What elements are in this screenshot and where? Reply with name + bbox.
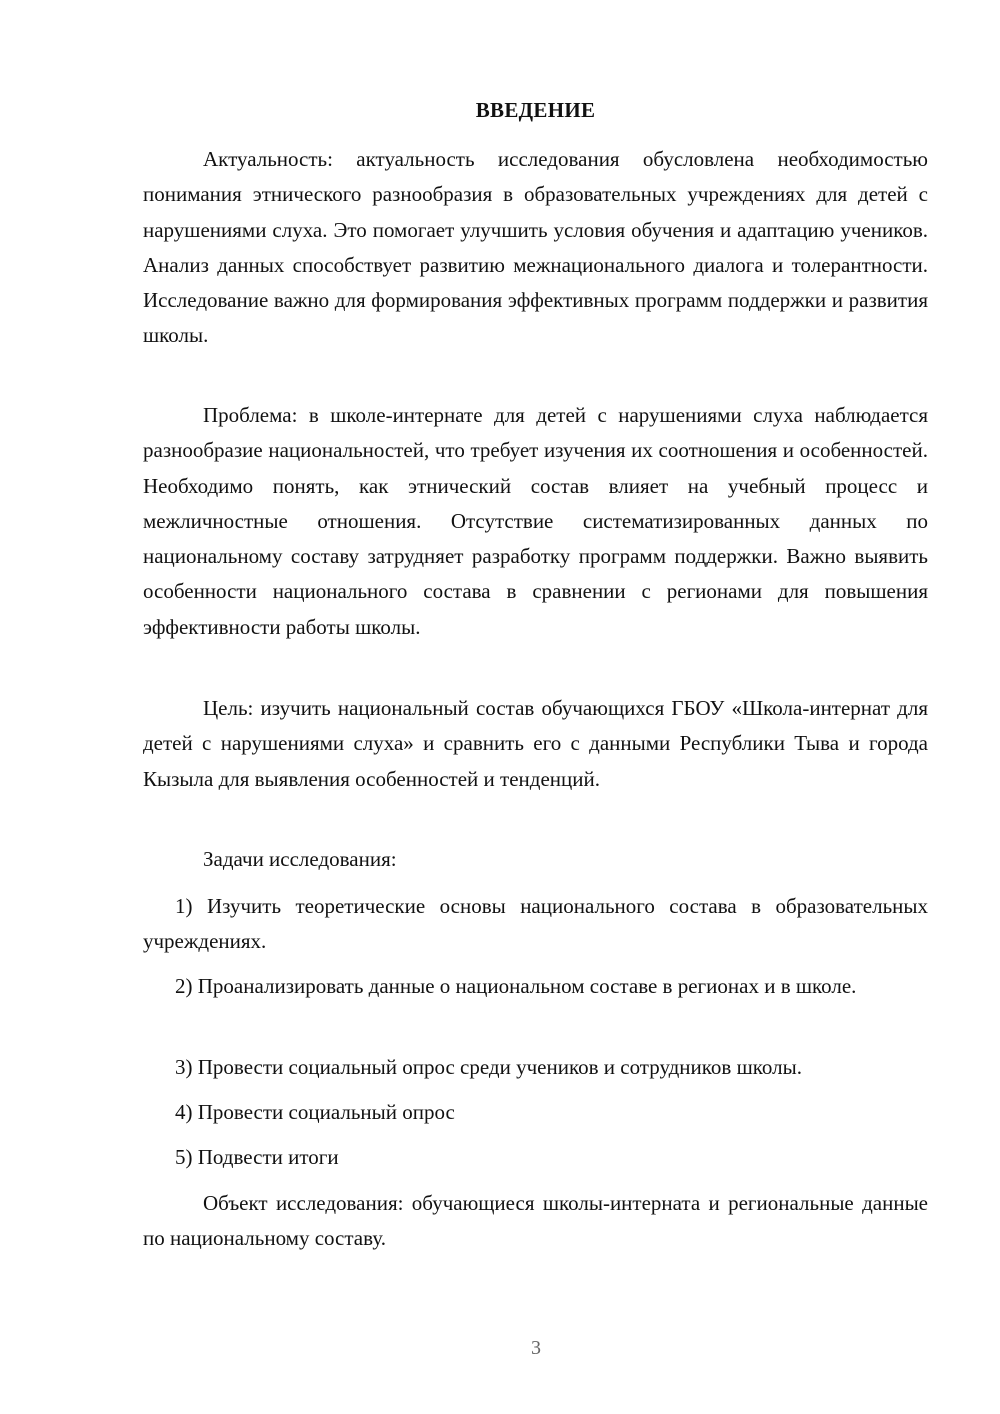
page-title: ВВЕДЕНИЕ bbox=[475, 98, 596, 122]
task-item-5: 5) Подвести итоги bbox=[175, 1145, 339, 1169]
tasks-heading: Задачи исследования: bbox=[203, 847, 397, 871]
task-item-2: 2) Проанализировать данные о национальном составе в регионах и в школе. bbox=[175, 974, 857, 998]
task-item-4: 4) Провести социальный опрос bbox=[175, 1100, 455, 1124]
page-number: 3 bbox=[531, 1337, 541, 1359]
task-item-3: 3) Провести социальный опрос среди учеников и сотрудников школы. bbox=[175, 1055, 802, 1079]
goal-paragraph: Цель: изучить национальный состав обучающихся ГБОУ «Школа-интернат для детей с нарушениями слуха» и сравнить его с данными Республики Тыва и города Кызыла для выявления особенностей и тенденций. bbox=[143, 696, 928, 791]
object-paragraph: Объект исследования: обучающиеся школы-интерната и региональные данные по национальному составу. bbox=[143, 1191, 928, 1251]
relevance-paragraph: Актуальность: актуальность исследования обусловлена необходимостью понимания этнического разнообразия в образовательных учреждениях для детей с нарушениями слуха. Это помогает улучшить условия обучения и адаптацию учеников. Анализ данных способствует развитию межнационального диалога и толерантности. Исследование важно для формирования эффективных программ поддержки и развития школы. bbox=[143, 147, 928, 348]
task-item-1: 1) Изучить теоретические основы национального состава в образовательных учреждениях. bbox=[143, 894, 928, 954]
problem-paragraph: Проблема: в школе-интернате для детей с нарушениями слуха наблюдается разнообразие национальностей, что требует изучения их соотношения и особенностей. Необходимо понять, как этнический состав влияет на учебный процесс и межличностные отношения. Отсутствие систематизированных данных по национальному составу затрудняет разработку программ поддержки. Важно выявить особенности национального состава в сравнении с регионами для повышения эффективности работы школы. bbox=[143, 403, 928, 639]
